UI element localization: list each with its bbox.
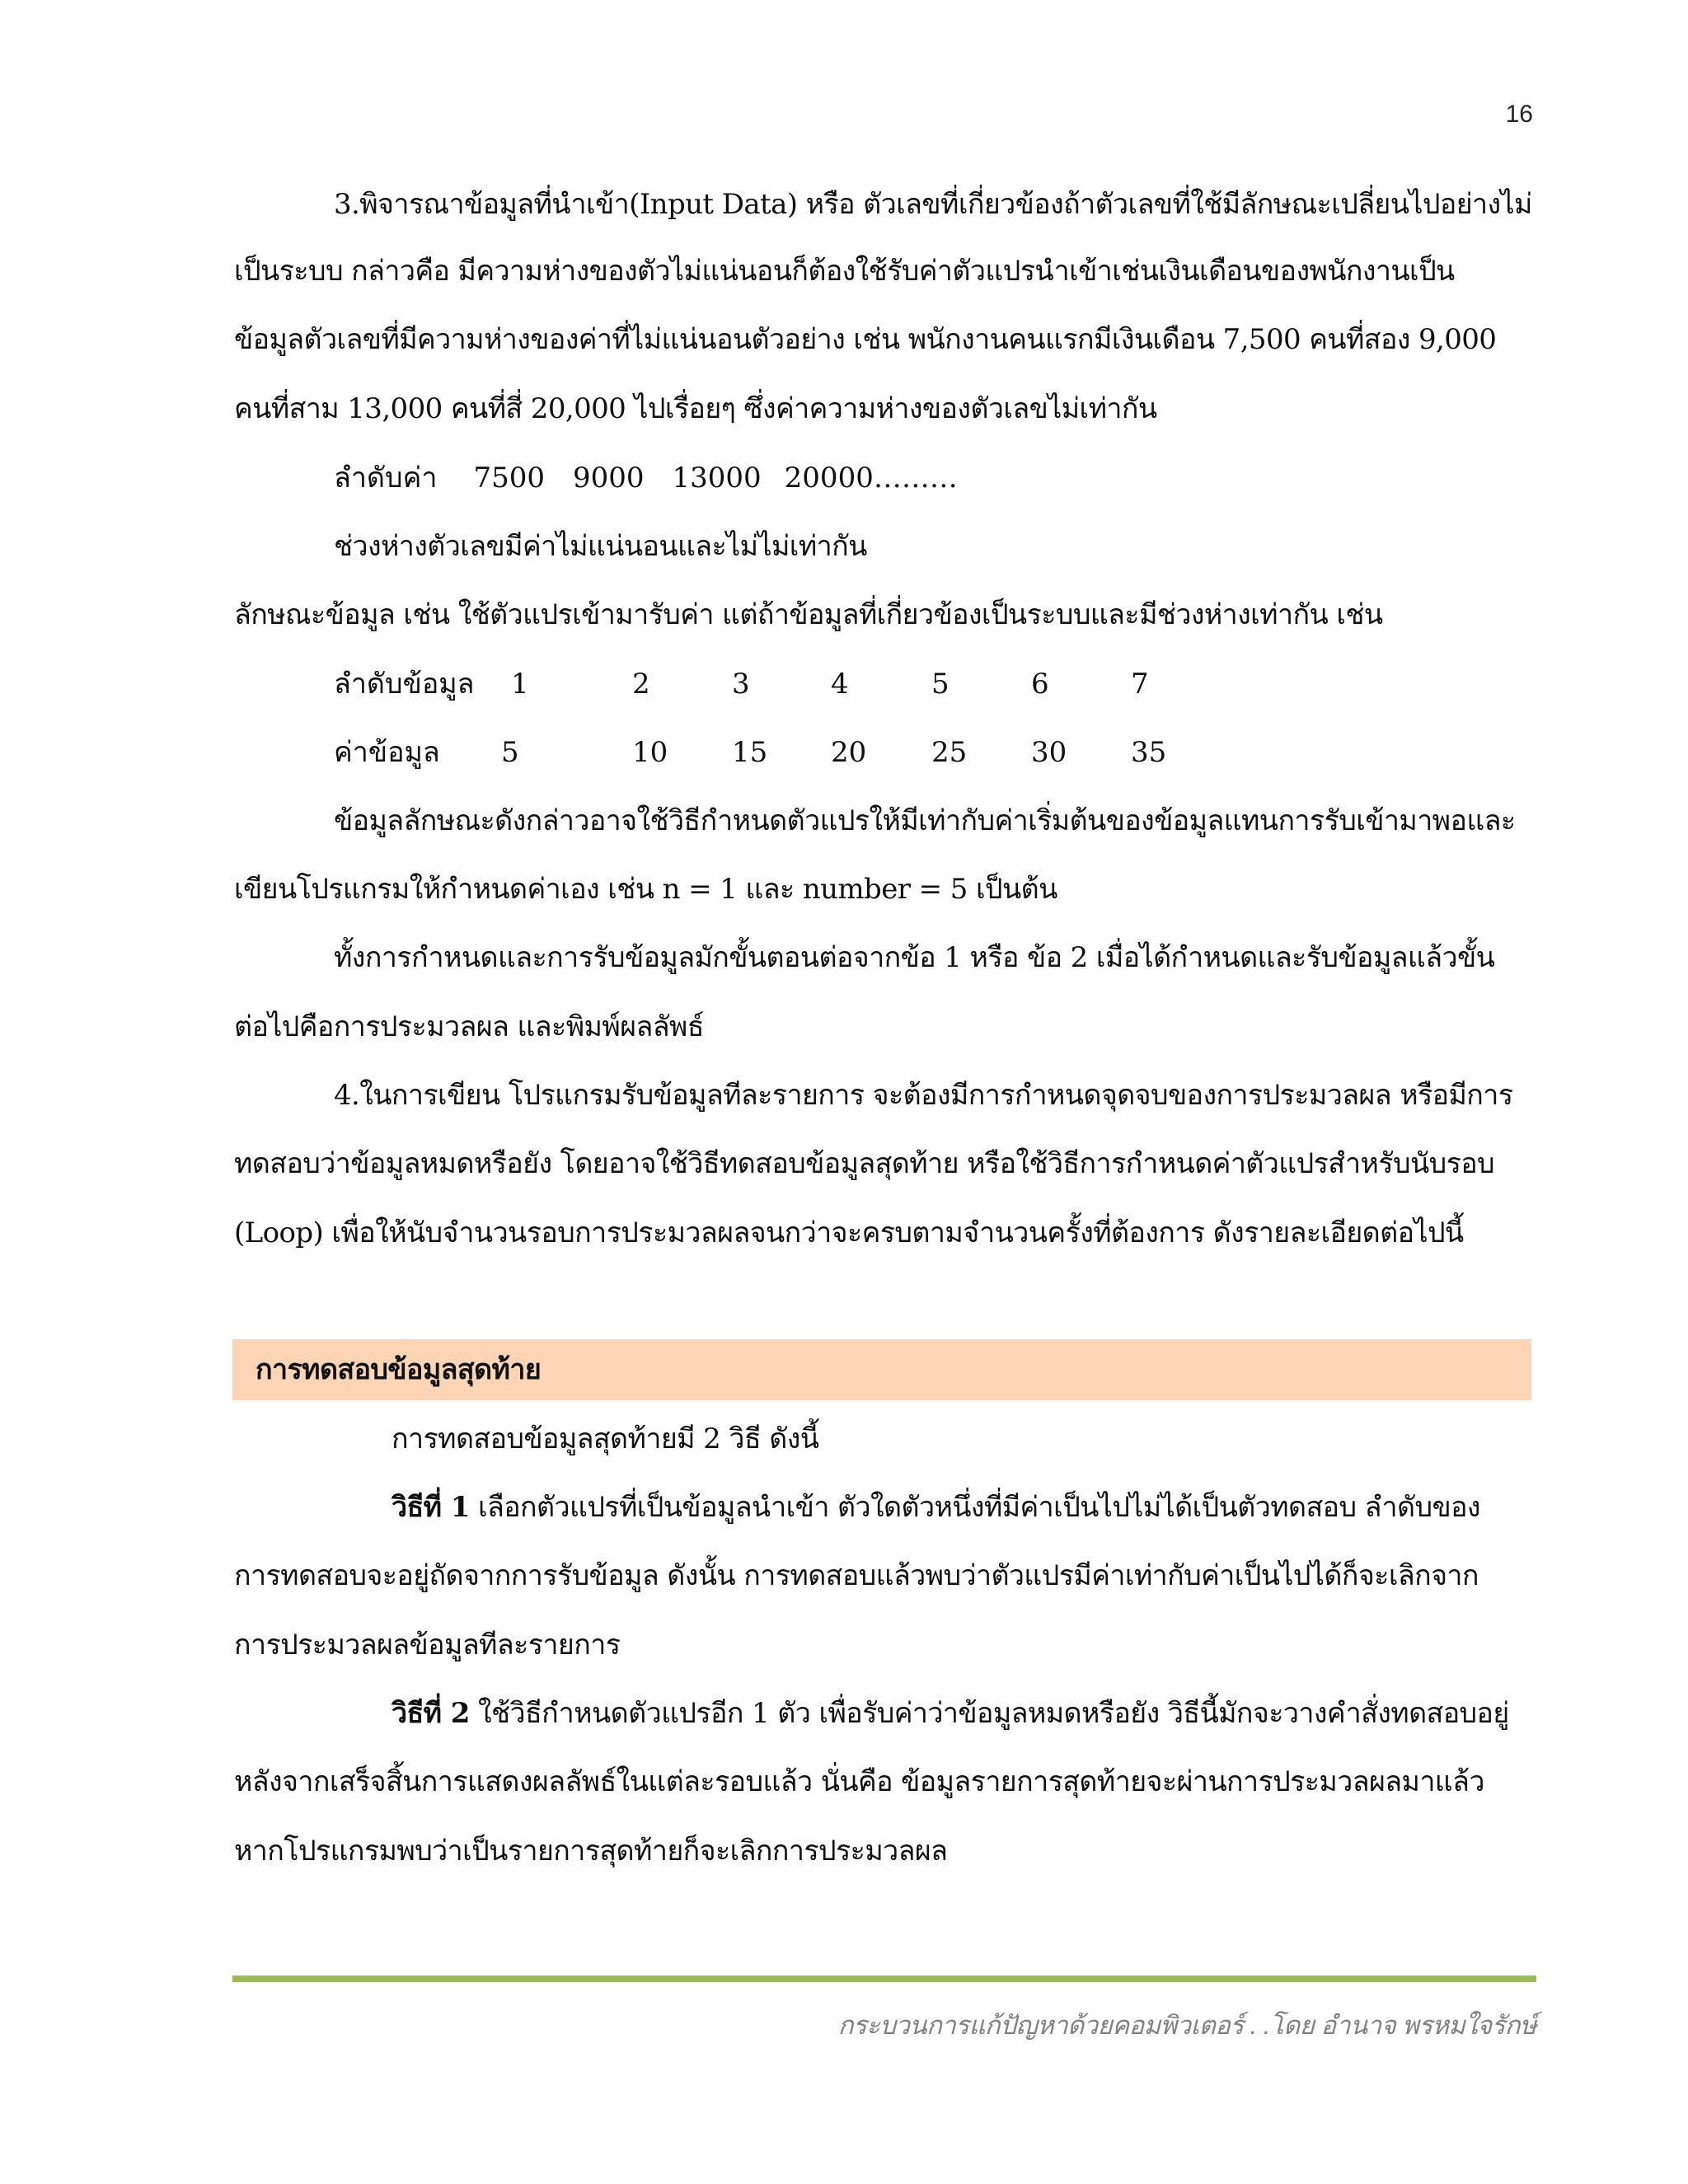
method-1-line-3: การประมวลผลข้อมูลทีละรายการ	[234, 1629, 621, 1661]
paragraph-3-line-4: คนที่สาม 13,000 คนที่สี่ 20,000 ไปเรื่อยๆ ซึ่งค่าความห่างของตัวเลขไม่เท่ากัน	[234, 392, 1157, 425]
table-cell: 25	[931, 736, 968, 769]
method-1-text: เลือกตัวแปรที่เป็นข้อมูลนำเข้า ตัวใดตัวหนึ่งที่มีค่าเป็นไปไม่ได้เป็นตัวทดสอบ ลำดับของ	[469, 1491, 1480, 1524]
table-row-label: ลำดับข้อมูล	[334, 668, 475, 701]
paragraph-4-line-1: 4.ในการเขียน โปรแกรมรับข้อมูลทีละรายการ จะต้องมีการกำหนดจุดจบของการประมวลผล หรือมีการ	[334, 1079, 1513, 1112]
table-cell: 10	[632, 736, 668, 769]
method-2-line-2: หลังจากเสร็จสิ้นการแสดงผลลัพธ์ในแต่ละรอบแล้ว นั่นคือ ข้อมูลรายการสุดท้ายจะผ่านการประมวลผลมาแล้ว	[234, 1765, 1484, 1798]
gap-note: ช่วงห่างตัวเลขมีค่าไม่แน่นอนและไม่ไม่เท่ากัน	[334, 530, 867, 563]
method-1-line-1	[392, 1488, 1537, 1527]
table-cell: 2	[632, 668, 650, 701]
table-cell: 3	[732, 668, 750, 701]
table-cell: 4	[831, 668, 849, 701]
paragraph-4-line-3: (Loop) เพื่อให้นับจำนวนรอบการประมวลผลจนกว่าจะครบตามจำนวนครั้งที่ต้องการ ดังรายละเอียดต่อไปนี้	[234, 1216, 1464, 1249]
table-cell: 20	[831, 736, 867, 769]
steps-line-1: ทั้งการกำหนดและการรับข้อมูลมักขั้นตอนต่อจากข้อ 1 หรือ ข้อ 2 เมื่อได้กำหนดและรับข้อมูลแล้วขั้น	[334, 941, 1495, 974]
method-1-label: วิธีที่ 1	[392, 1491, 470, 1524]
table-row-label: ค่าข้อมูล	[334, 736, 440, 769]
method-2-line-1	[392, 1694, 1537, 1733]
table-cell: 35	[1131, 736, 1167, 769]
paragraph-4-line-2: ทดสอบว่าข้อมูลหมดหรือยัง โดยอาจใช้วิธีทดสอบข้อมูลสุดท้าย หรือใช้วิธีการกำหนดค่าตัวแปรสำหรับนับรอบ	[234, 1147, 1495, 1180]
footer-text: กระบวนการแก้ปัญหาด้วยคอมพิวเตอร์ . .โดย อำนาจ พรหมใจรักษ์	[837, 2011, 1536, 2040]
page-number: 16	[1505, 101, 1533, 128]
paragraph-3-line-3: ข้อมูลตัวเลขที่มีความห่างของค่าที่ไม่แน่นอนตัวอย่าง เช่น พนักงานคนแรกมีเงินเดือน 7,500 คนที่สอง 9,000	[234, 323, 1497, 356]
sequence-value: 20000………	[784, 462, 958, 494]
table-cell: 6	[1031, 668, 1049, 701]
paragraph-3-line-2: เป็นระบบ กล่าวคือ มีความห่างของตัวไม่แน่นอนก็ต้องใช้รับค่าตัวแปรนำเข้าเช่นเงินเดือนของพนักงานเป็น	[234, 255, 1455, 288]
method-2-label: วิธีที่ 2	[392, 1697, 470, 1730]
table-cell: 15	[732, 736, 768, 769]
sequence-value: 9000	[572, 462, 645, 494]
value-sequence	[334, 458, 958, 498]
steps-line-2: ต่อไปคือการประมวลผล และพิมพ์ผลลัพธ์	[234, 1010, 704, 1043]
sequence-value: 7500	[473, 462, 545, 494]
table-cell: 1	[511, 668, 529, 701]
method-2-text: ใช้วิธีกำหนดตัวแปรอีก 1 ตัว เพื่อรับค่าว่าข้อมูลหมดหรือยัง วิธีนี้มักจะวางคำสั่งทดสอบอยู่	[469, 1697, 1509, 1730]
section-heading: การทดสอบข้อมูลสุดท้าย	[256, 1353, 542, 1386]
table-cell: 30	[1031, 736, 1067, 769]
table-cell: 5	[931, 668, 950, 701]
table-cell: 7	[1131, 668, 1149, 701]
paragraph-3-line-1: 3.พิจารณาข้อมูลที่นำเข้า(Input Data) หรือ ตัวเลขที่เกี่ยวข้องถ้าตัวเลขที่ใช้มีลักษณะเปลี่ยนไปอย่างไม่	[334, 188, 1532, 221]
init-line-2: เขียนโปรแกรมให้กำหนดค่าเอง เช่น n = 1 และ number = 5 เป็นต้น	[234, 873, 1057, 906]
init-line-1: ข้อมูลลักษณะดังกล่าวอาจใช้วิธีกำหนดตัวแปรให้มีเท่ากับค่าเริ่มต้นของข้อมูลแทนการรับเข้ามาพอและ	[334, 804, 1516, 837]
method-2-line-3: หากโปรแกรมพบว่าเป็นรายการสุดท้ายก็จะเลิกการประมวลผล	[234, 1835, 948, 1868]
method-1-line-2: การทดสอบจะอยู่ถัดจากการรับข้อมูล ดังนั้น การทดสอบแล้วพบว่าตัวแปรมีค่าเท่ากับค่าเป็นไปได้ก็จะเลิกจาก	[234, 1559, 1479, 1592]
table-cell: 5	[501, 736, 519, 769]
sequence-label: ลำดับค่า	[334, 462, 438, 494]
section-heading-bar	[232, 1339, 1531, 1400]
sequence-value: 13000	[672, 462, 762, 494]
footer-rule	[232, 1975, 1536, 1982]
section-intro: การทดสอบข้อมูลสุดท้ายมี 2 วิธี ดังนี้	[392, 1422, 819, 1455]
regular-intro: ลักษณะข้อมูล เช่น ใช้ตัวแปรเข้ามารับค่า แต่ถ้าข้อมูลที่เกี่ยวข้องเป็นระบบและมีช่วงห่างเท่ากัน เช่น	[234, 598, 1383, 631]
